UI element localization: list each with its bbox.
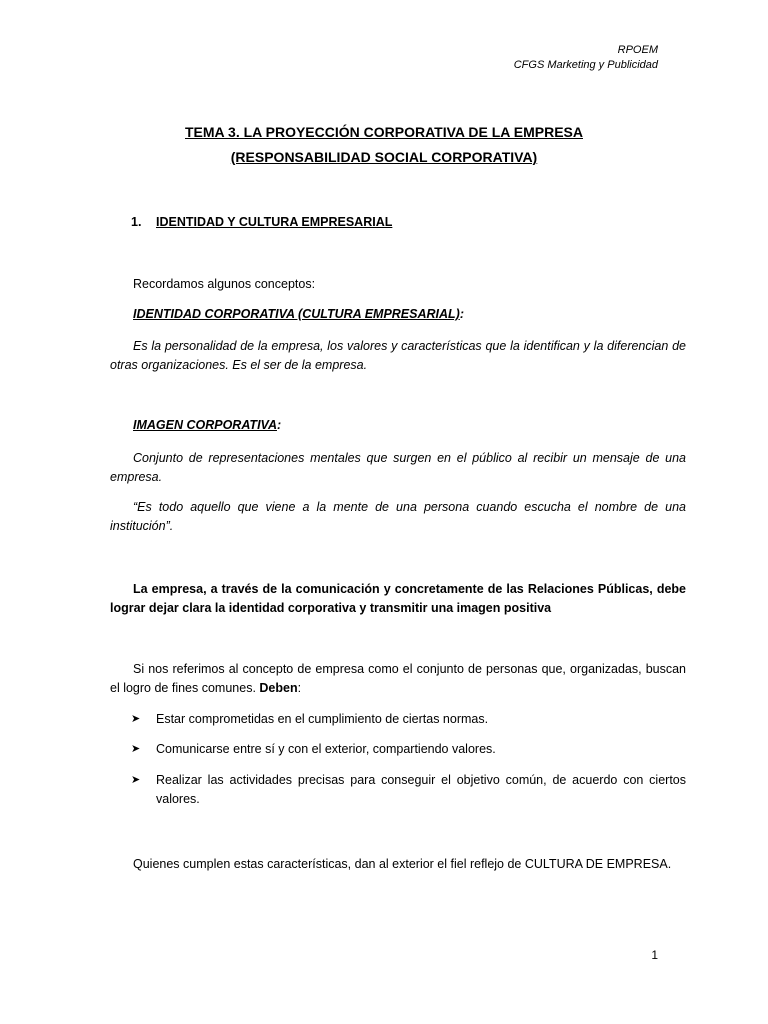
intro-text: Recordamos algunos conceptos: [133, 277, 316, 291]
imagen-heading [133, 418, 281, 432]
header-author: RPOEM [617, 44, 658, 56]
relaciones-publicas-paragraph: La empresa, a través de la comunicación y concretamente de las Relaciones Públicas, debe lograr dejar clara la identidad corporativa y transmitir una imagen positiva [110, 582, 686, 615]
bullet-item: Realizar las actividades precisas para conseguir el objetivo común, de acuerdo con ciertos valores. [156, 773, 686, 806]
bullet-item: Estar comprometidas en el cumplimiento de ciertas normas. [156, 712, 489, 726]
identidad-heading [133, 307, 464, 321]
identidad-definition: Es la personalidad de la empresa, los valores y características que la identifican y la diferencian de otras organizaciones. Es el ser de la empresa. [110, 339, 686, 372]
arrowhead-bullet-icon: ➤ [131, 774, 141, 786]
arrowhead-bullet-icon: ➤ [131, 713, 141, 725]
header-course: CFGS Marketing y Publicidad [513, 59, 658, 71]
imagen-heading-colon: : [276, 418, 282, 432]
identidad-heading-text: IDENTIDAD CORPORATIVA (CULTURA EMPRESARIAL) [133, 307, 460, 321]
document-subtitle: (RESPONSABILIDAD SOCIAL CORPORATIVA) [230, 149, 538, 165]
bullet-item: Comunicarse entre sí y con el exterior, compartiendo valores. [156, 742, 496, 756]
empresa-colon: : [297, 681, 302, 695]
empresa-paragraph [110, 660, 686, 698]
imagen-quote: “Es todo aquello que viene a la mente de una persona cuando escucha el nombre de una institución”. [110, 500, 686, 533]
empresa-text: Si nos referimos al concepto de empresa como el conjunto de personas que, organizadas, buscan el logro de fines comunes. [110, 662, 686, 695]
page-number: 1 [651, 948, 658, 962]
document-title: TEMA 3. LA PROYECCIÓN CORPORATIVA DE LA EMPRESA [185, 124, 583, 140]
section-number: 1. [131, 215, 142, 229]
empresa-deben: Deben [259, 681, 298, 695]
closing-paragraph: Quienes cumplen estas características, dan al exterior el fiel reflejo de CULTURA DE EMPRESA. [133, 857, 672, 871]
imagen-definition: Conjunto de representaciones mentales que surgen en el público al recibir un mensaje de una empresa. [110, 451, 686, 484]
arrowhead-bullet-icon: ➤ [131, 743, 141, 755]
imagen-heading-text: IMAGEN CORPORATIVA [133, 418, 277, 432]
identidad-heading-colon: : [459, 307, 465, 321]
section-heading: IDENTIDAD Y CULTURA EMPRESARIAL [156, 215, 393, 229]
